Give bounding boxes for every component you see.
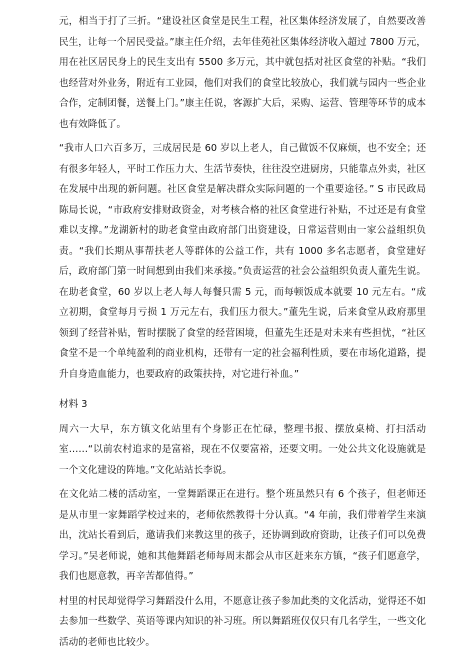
paragraph-culture-station: 周六一大早，东方镇文化站里有个身影正在忙碌，整理书报、摆放桌椅、打扫活动室……“以前农村追求的是富裕，现在不仅要富裕，还要文明。一处公共文化设施就是一个文化建设的阵地。”文化站站长李说。: [59, 423, 426, 476]
paragraph-canteen-policy: “我市人口六百多万，三成居民是 60 岁以上老人，自己做饭不仅麻烦，也不安全；还有很多年轻人，平时工作压力大、生活节奏快，往往没空进厨房，只能靠点外卖，社区在发展中出现的新问题。社区食堂是解决群众实际问题的一个重要途径。” S 市民政局陈局长说，“市政府安排财政资金，对考核合格的社区食堂进行补贴，不过还是有食堂难以支撑。”龙湖新村的助老食堂由政府部门出资建设，日常运营则由一家公益组织负责。“我们长期从事帮扶老人等群体的公益工作，共有 1000 多名志愿者，食堂建好后，政府部门第一时间想到由我们来承接。”负责运营的社会公益组织负责人董先生说。在助老食堂，60 岁以上老人每人每餐只需 5 元，而每顿饭成本就要 10 元左右。“成立初期，食堂每月亏损 1 万元左右，我们压力很大。”董先生说，后来食堂从政府那里领到了经营补贴，暂时摆脱了食堂的经营困境，但董先生还是对未来有些担忧，“社区食堂不是一个单纯盈利的商业机构，还带有一定的社会福利性质，要在市场化道路，提升自身造血能力，也要政府的政策扶持，对它进行补血。”: [59, 143, 426, 380]
section-heading: 材料 3: [59, 399, 88, 410]
paragraph-villagers-opinion: 村里的村民却觉得学习舞蹈没什么用，不愿意让孩子参加此类的文化活动，觉得还不如去参加一些数学、英语等课内知识的补习班。所以舞蹈班仅仅只有几名学生，一些文化活动的老师也比较少。: [59, 595, 426, 648]
paragraph-canteen-intro: 元，相当于打了三折。“建设社区食堂是民生工程，社区集体经济发展了，自然要改善民生，让每一个居民受益。”康主任介绍，去年佳苑社区集体经济收入超过 7800 万元，用在社区居民身上的民生支出有 5500 多万元，其中就包括对社区食堂的补贴。“我们也经营对外业务，附近有工业园，他们对我们的食堂比较放心，我们就与园内一些企业合作，定制团餐，送餐上门。”康主任说，客源扩大后，采购、运营、管理等环节的成本也有效降低了。: [59, 16, 426, 130]
paragraph-dance-class: 在文化站二楼的活动室，一堂舞蹈课正在进行。整个班虽然只有 6 个孩子，但老师还是从市里一家舞蹈学校过来的，老师依然教得十分认真。“4 年前，我们带着学生来演出，沈站长看到后，邀请我们来教这里的孩子，还协调到政府资助，让孩子们可以免费学习。”吴老师说，她和其他舞蹈老师每周末都会从市区赶来东方镇，“孩子们愿意学，我们也愿意教，再辛苦都值得。”: [59, 489, 426, 582]
